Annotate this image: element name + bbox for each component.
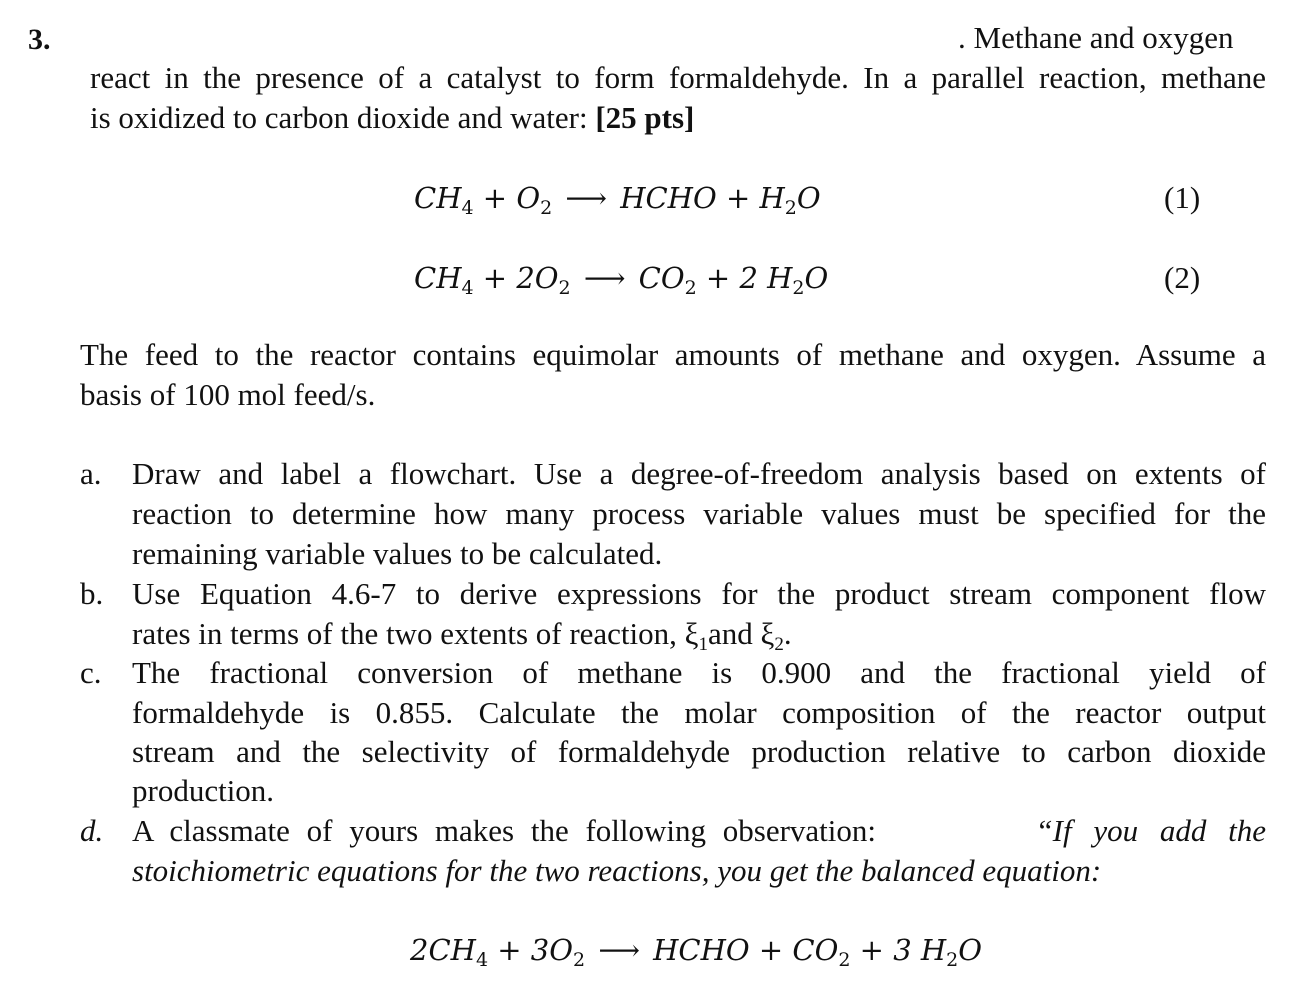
ceq-sub-2c: 2 xyxy=(946,949,959,971)
eq2-2o: + 2O xyxy=(473,261,559,295)
ceq-o-end: O xyxy=(958,933,983,967)
part-b-line-2 xyxy=(132,614,792,654)
reaction-arrow-icon: ⟶ xyxy=(565,181,607,215)
part-d-line-1-normal: A classmate of yours makes the following observation: xyxy=(132,813,877,848)
eq2-2h: + 2 H xyxy=(696,261,793,295)
xi-symbol-2: ξ xyxy=(760,616,775,651)
intro-line-3-text: is oxidized to carbon dioxide and water: xyxy=(90,100,588,135)
feed-line-2: basis of 100 mol feed/s. xyxy=(80,377,376,412)
part-c-line-2: formaldehyde is 0.855. Calculate the molar composition of the reactor output xyxy=(132,695,1266,730)
part-b-label: b. xyxy=(80,576,104,611)
part-d-line-1 xyxy=(132,811,1266,851)
points-label: [25 pts] xyxy=(595,100,695,135)
eq2-o-end: O xyxy=(804,261,829,295)
eq2-sub-2c: 2 xyxy=(792,277,805,299)
ceq-3h: + 3 H xyxy=(850,933,947,967)
part-d-line-2: stoichiometric equations for the two reactions, you get the balanced equation: xyxy=(132,853,1102,888)
part-c-line-3: stream and the selectivity of formaldehyde production relative to carbon dioxide xyxy=(132,734,1266,769)
xi-sub-2: 2 xyxy=(774,634,784,655)
reaction-arrow-icon: ⟶ xyxy=(598,933,640,967)
problem-number: 3. xyxy=(28,23,51,56)
equation-1-number: (1) xyxy=(1164,180,1201,215)
intro-line-3 xyxy=(90,98,694,138)
part-a-label: a. xyxy=(80,456,102,491)
eq1-hcho-h: HCHO + H xyxy=(620,181,785,215)
reaction-arrow-icon: ⟶ xyxy=(583,261,626,295)
part-b-and: and xyxy=(708,616,761,651)
ceq-sub-2: 2 xyxy=(573,949,586,971)
eq2-co: CO xyxy=(638,261,685,295)
eq2-sub-4: 4 xyxy=(461,277,474,299)
eq1-o: + O xyxy=(473,181,541,215)
part-d-label: d. xyxy=(80,813,104,848)
part-a-line-3: remaining variable values to be calculated. xyxy=(132,536,663,571)
intro-line-2: react in the presence of a catalyst to form formaldehyde. In a parallel reaction, methane xyxy=(90,60,1266,95)
eq1-sub-4: 4 xyxy=(461,197,474,219)
part-c-label: c. xyxy=(80,655,102,690)
equation-1 xyxy=(414,178,821,218)
part-b-period: . xyxy=(783,616,792,651)
eq1-sub-2: 2 xyxy=(540,197,553,219)
eq1-sub-2b: 2 xyxy=(784,197,797,219)
part-c-line-4: production. xyxy=(132,773,275,808)
feed-line-1: The feed to the reactor contains equimolar amounts of methane and oxygen. Assume a xyxy=(80,337,1266,372)
xi-sub-1: 1 xyxy=(698,634,708,655)
eq1-o-end: O xyxy=(796,181,821,215)
ceq-sub-2b: 2 xyxy=(838,949,851,971)
part-b-line-1: Use Equation 4.6-7 to derive expressions for the product stream component flow xyxy=(132,576,1266,611)
xi-symbol-1: ξ xyxy=(684,616,699,651)
eq2-ch: CH xyxy=(414,261,462,295)
ceq-2ch: 2CH xyxy=(410,933,476,967)
part-b-line-2-text: rates in terms of the two extents of reaction, xyxy=(132,616,685,651)
ceq-sub-4: 4 xyxy=(475,949,489,971)
part-c-line-1: The fractional conversion of methane is 0.900 and the fractional yield of xyxy=(132,655,1266,690)
combined-equation xyxy=(410,930,982,970)
part-a-line-2: reaction to determine how many process variable values must be specified for the xyxy=(132,496,1266,531)
equation-2 xyxy=(414,258,828,298)
ceq-3o: + 3O xyxy=(488,933,573,967)
part-d-line-1-italic: “If you add the xyxy=(1035,813,1266,848)
eq2-sub-2: 2 xyxy=(558,277,571,299)
eq1-ch: CH xyxy=(414,181,462,215)
eq2-sub-2b: 2 xyxy=(684,277,697,299)
part-a-line-1: Draw and label a flowchart. Use a degree-of-freedom analysis based on extents of xyxy=(132,456,1266,491)
equation-2-number: (2) xyxy=(1164,260,1201,295)
intro-line-1: . Methane and oxygen xyxy=(958,20,1234,55)
ceq-hcho-co: HCHO + CO xyxy=(653,933,839,967)
